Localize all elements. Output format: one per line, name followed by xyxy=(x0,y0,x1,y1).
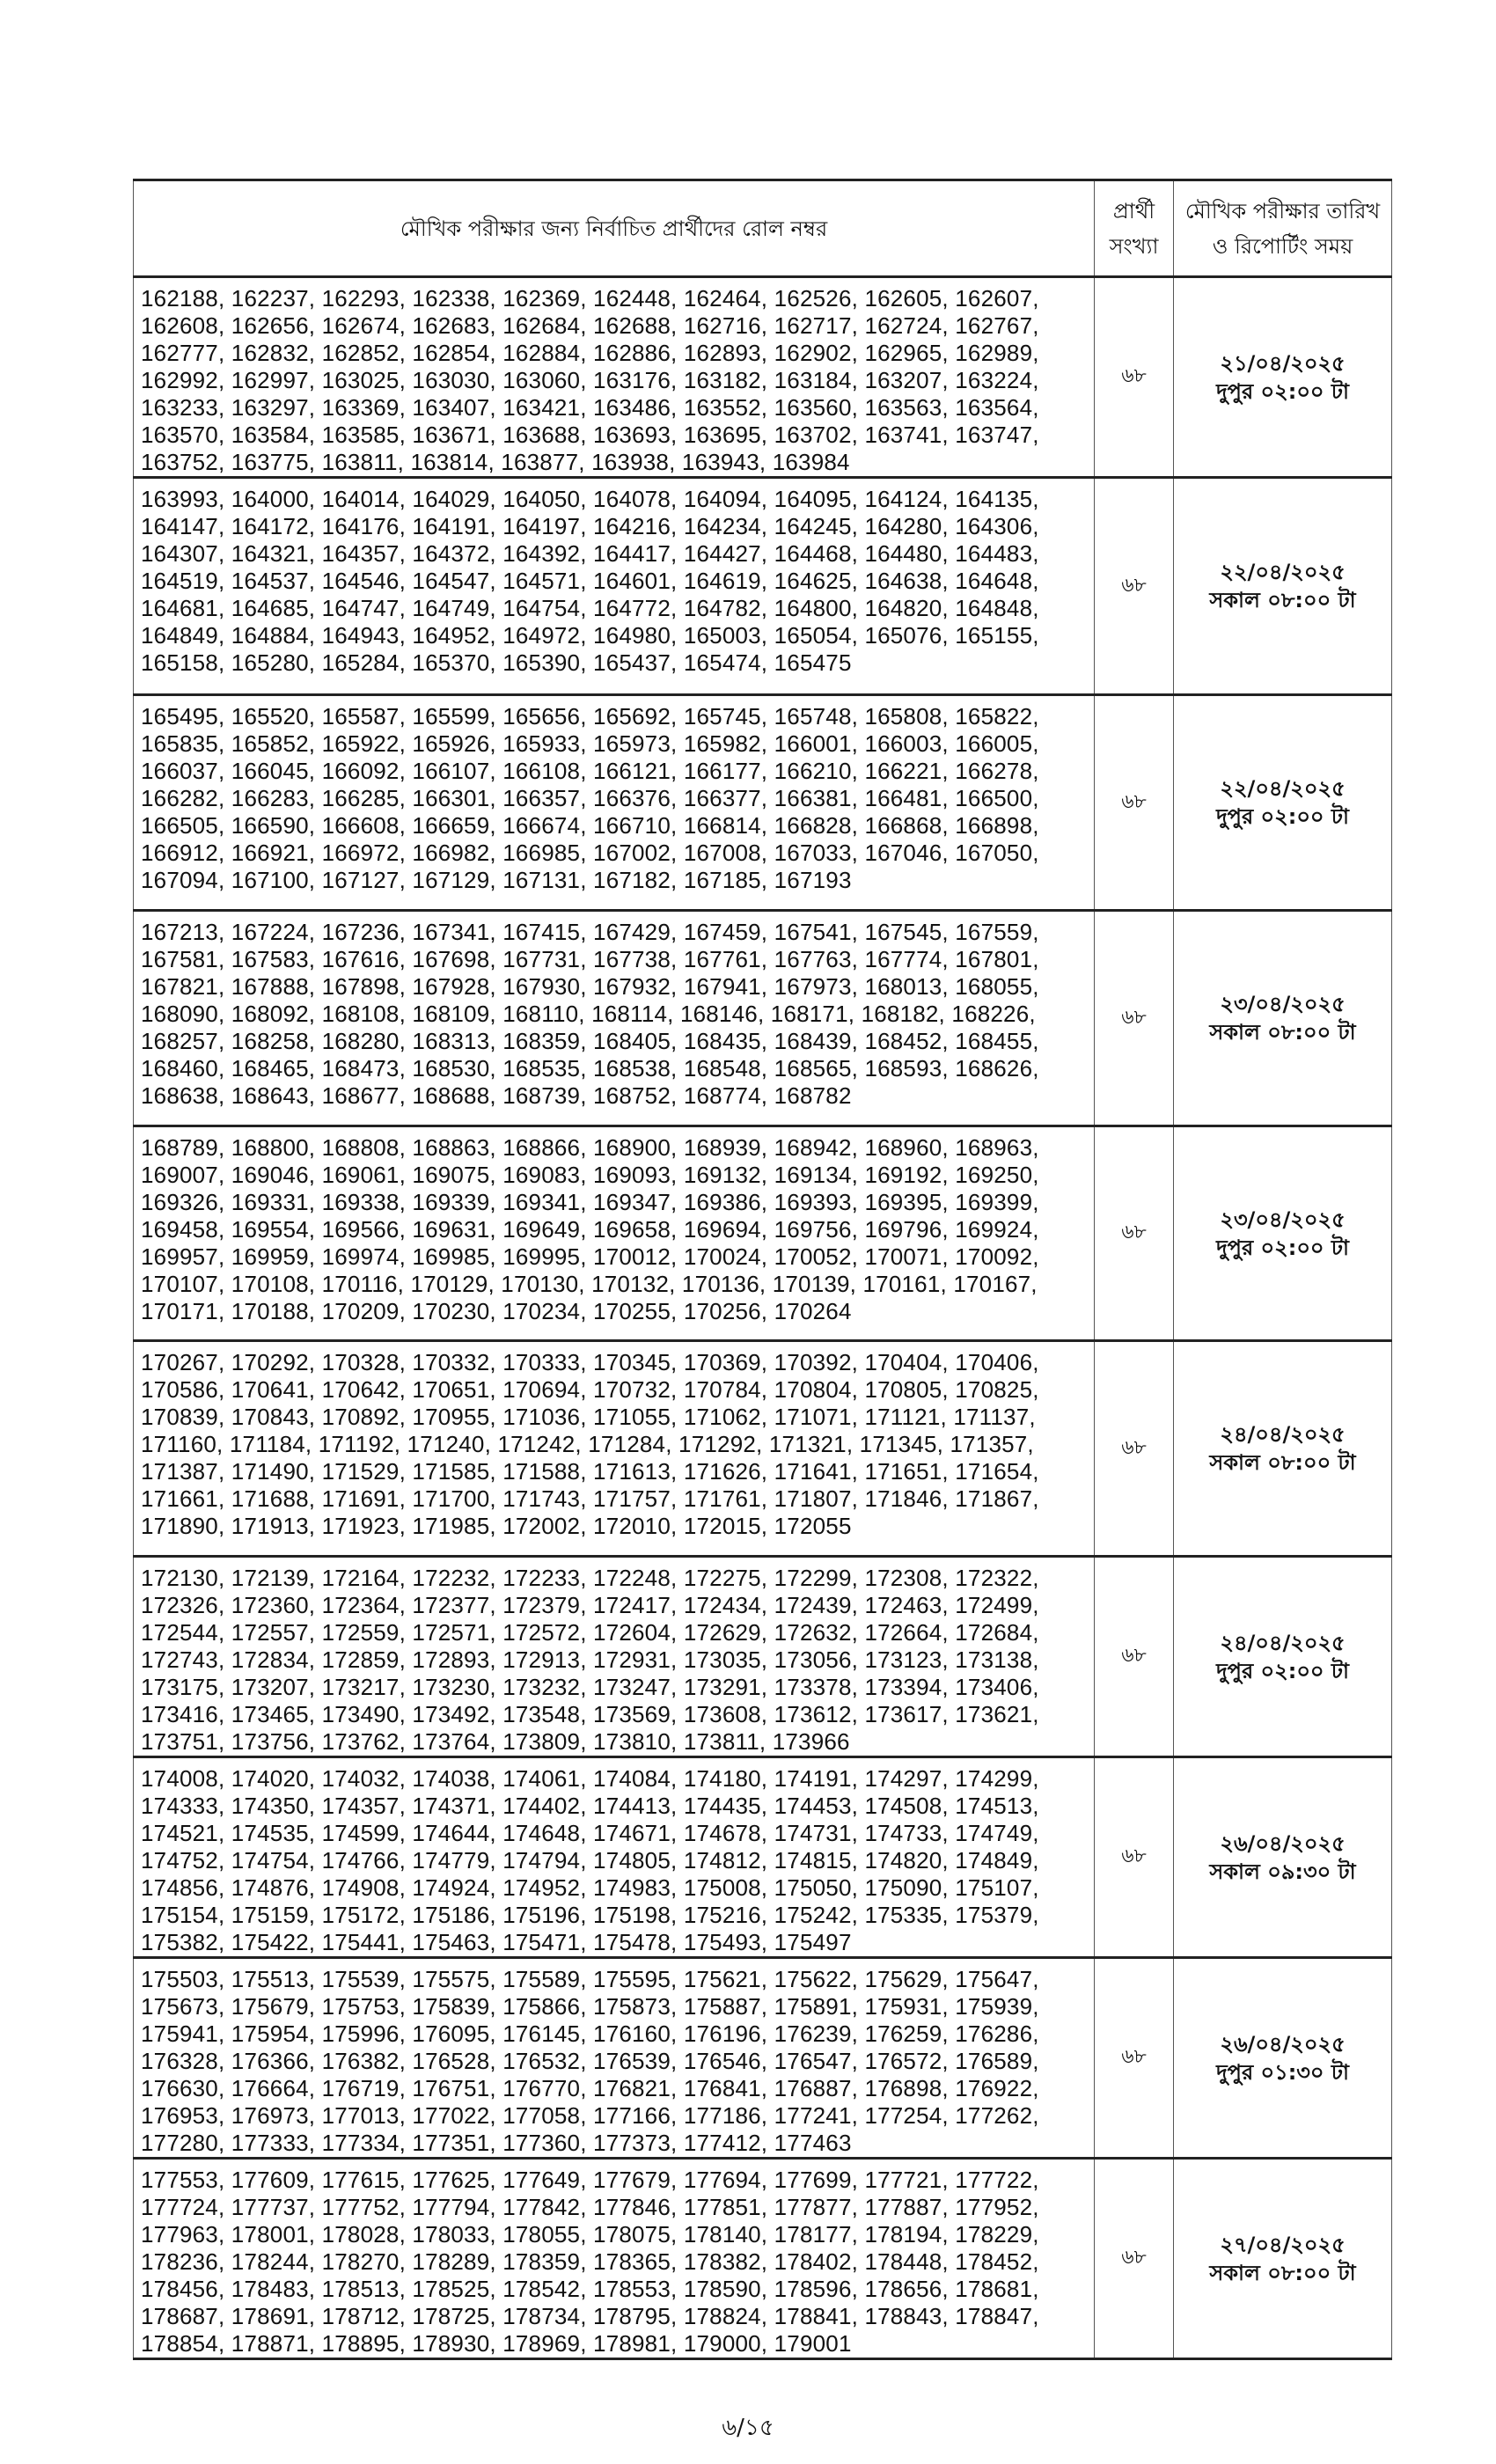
header-date-time: মৌখিক পরীক্ষার তারিখ ও রিপোর্টিং সময় xyxy=(1174,180,1392,277)
header-candidate-count: প্রার্থী সংখ্যা xyxy=(1095,180,1174,277)
roll-number-line: 162188, 162237, 162293, 162338, 162369, 162448, 162464, 162526, 162605, 162607, xyxy=(141,285,1039,312)
roll-number-line: 171661, 171688, 171691, 171700, 171743, 171757, 171761, 171807, 171846, 171867, xyxy=(141,1485,1039,1512)
candidate-count: ৬৮ xyxy=(1095,1757,1174,1958)
reporting-time: সকাল ০৮:০০ টা xyxy=(1209,588,1356,612)
viva-date: ২৩/০৪/২০২৫ xyxy=(1220,992,1346,1016)
viva-date: ২৩/০৪/২০২৫ xyxy=(1220,1206,1346,1232)
roll-number-line: 162992, 162997, 163025, 163030, 163060, 163176, 163182, 163184, 163207, 163224, xyxy=(141,367,1039,393)
viva-schedule-table xyxy=(133,179,1392,2360)
roll-number-line: 166282, 166283, 166285, 166301, 166357, 166376, 166377, 166381, 166481, 166500, xyxy=(141,785,1039,811)
schedule-cell xyxy=(1174,2159,1392,2359)
roll-number-line: 176328, 176366, 176382, 176528, 176532, 176539, 176546, 176547, 176572, 176589, xyxy=(141,2048,1039,2074)
roll-number-line: 162777, 162832, 162852, 162854, 162884, 162886, 162893, 162902, 162965, 162989, xyxy=(141,340,1039,366)
roll-number-line: 178456, 178483, 178513, 178525, 178542, 178553, 178590, 178596, 178656, 178681, xyxy=(141,2276,1039,2302)
roll-number-line: 166505, 166590, 166608, 166659, 166674, 166710, 166814, 166828, 166868, 166898, xyxy=(141,812,1039,839)
roll-number-line: 175382, 175422, 175441, 175463, 175471, 175478, 175493, 175497 xyxy=(141,1929,852,1955)
candidate-count: ৬৮ xyxy=(1095,1958,1174,2159)
roll-number-line: 163993, 164000, 164014, 164029, 164050, 164078, 164094, 164095, 164124, 164135, xyxy=(141,486,1039,512)
reporting-time: সকাল ০৮:০০ টা xyxy=(1209,1020,1356,1045)
roll-number-line: 174521, 174535, 174599, 174644, 174648, 174671, 174678, 174731, 174733, 174749, xyxy=(141,1820,1039,1846)
roll-number-line: 167094, 167100, 167127, 167129, 167131, 167182, 167185, 167193 xyxy=(141,867,852,893)
roll-numbers-cell xyxy=(134,1557,1095,1757)
schedule-cell xyxy=(1174,1557,1392,1757)
roll-numbers-cell xyxy=(134,1126,1095,1341)
roll-number-line: 165835, 165852, 165922, 165926, 165933, 165973, 165982, 166001, 166003, 166005, xyxy=(141,730,1039,757)
roll-number-line: 167821, 167888, 167898, 167928, 167930, 167932, 167941, 167973, 168013, 168055, xyxy=(141,973,1039,1000)
roll-number-line: 175941, 175954, 175996, 176095, 176145, 176160, 176196, 176239, 176259, 176286, xyxy=(141,2020,1039,2047)
roll-number-line: 162608, 162656, 162674, 162683, 162684, 162688, 162716, 162717, 162724, 162767, xyxy=(141,312,1039,339)
candidate-count: ৬৮ xyxy=(1095,277,1174,478)
roll-number-line: 170267, 170292, 170328, 170332, 170333, 170345, 170369, 170392, 170404, 170406, xyxy=(141,1349,1039,1375)
viva-date: ২৬/০৪/২০২৫ xyxy=(1220,2031,1346,2057)
roll-number-line: 165158, 165280, 165284, 165370, 165390, 165437, 165474, 165475 xyxy=(141,649,852,676)
roll-number-line: 177553, 177609, 177615, 177625, 177649, 177679, 177694, 177699, 177721, 177722, xyxy=(141,2167,1039,2193)
roll-number-line: 177963, 178001, 178028, 178033, 178055, 178075, 178140, 178177, 178194, 178229, xyxy=(141,2221,1039,2248)
roll-numbers-cell xyxy=(134,911,1095,1126)
roll-number-line: 168638, 168643, 168677, 168688, 168739, 168752, 168774, 168782 xyxy=(141,1082,852,1109)
table-row xyxy=(134,1557,1392,1757)
schedule-cell xyxy=(1174,1757,1392,1958)
roll-number-line: 171160, 171184, 171192, 171240, 171242, 171284, 171292, 171321, 171345, 171357, xyxy=(141,1431,1034,1457)
schedule-cell xyxy=(1174,695,1392,911)
roll-number-line: 169957, 169959, 169974, 169985, 169995, 170012, 170024, 170052, 170071, 170092, xyxy=(141,1243,1039,1270)
schedule-cell xyxy=(1174,1958,1392,2159)
schedule-cell xyxy=(1174,277,1392,478)
schedule-cell xyxy=(1174,911,1392,1126)
candidate-count: ৬৮ xyxy=(1095,2159,1174,2359)
viva-date: ২৭/০৪/২০২৫ xyxy=(1220,2232,1346,2257)
viva-date: ২৪/০৪/২০২৫ xyxy=(1220,1630,1346,1655)
page-number: ৬/১৫ xyxy=(722,2415,774,2441)
roll-number-line: 178236, 178244, 178270, 178289, 178359, 178365, 178382, 178402, 178448, 178452, xyxy=(141,2248,1039,2275)
reporting-time: সকাল ০৮:০০ টা xyxy=(1209,1450,1356,1475)
roll-numbers-cell xyxy=(134,1958,1095,2159)
reporting-time: দুপুর ০২:০০ টা xyxy=(1216,378,1349,404)
reporting-time: দুপুর ০২:০০ টা xyxy=(1216,804,1349,829)
roll-number-line: 172544, 172557, 172559, 172571, 172572, 172604, 172629, 172632, 172664, 172684, xyxy=(141,1619,1039,1646)
roll-number-line: 168090, 168092, 168108, 168109, 168110, 168114, 168146, 168171, 168182, 168226, xyxy=(141,1001,1036,1027)
roll-number-line: 172326, 172360, 172364, 172377, 172379, 172417, 172434, 172439, 172463, 172499, xyxy=(141,1592,1039,1618)
roll-number-line: 170839, 170843, 170892, 170955, 171036, 171055, 171062, 171071, 171121, 171137, xyxy=(141,1404,1036,1430)
roll-numbers-cell xyxy=(134,1757,1095,1958)
roll-number-line: 170586, 170641, 170642, 170651, 170694, 170732, 170784, 170804, 170805, 170825, xyxy=(141,1376,1039,1403)
schedule-cell xyxy=(1174,478,1392,695)
roll-number-line: 177280, 177333, 177334, 177351, 177360, 177373, 177412, 177463 xyxy=(141,2130,852,2156)
table-row xyxy=(134,1341,1392,1557)
roll-number-line: 175673, 175679, 175753, 175839, 175866, 175873, 175887, 175891, 175931, 175939, xyxy=(141,1993,1039,2020)
roll-number-line: 170171, 170188, 170209, 170230, 170234, 170255, 170256, 170264 xyxy=(141,1298,852,1324)
roll-number-line: 174856, 174876, 174908, 174924, 174952, 174983, 175008, 175050, 175090, 175107, xyxy=(141,1874,1039,1901)
roll-number-line: 173416, 173465, 173490, 173492, 173548, 173569, 173608, 173612, 173617, 173621, xyxy=(141,1701,1039,1727)
table-row xyxy=(134,911,1392,1126)
roll-number-line: 173175, 173207, 173217, 173230, 173232, 173247, 173291, 173378, 173394, 173406, xyxy=(141,1674,1039,1700)
roll-numbers-cell xyxy=(134,1341,1095,1557)
candidate-count: ৬৮ xyxy=(1095,1126,1174,1341)
roll-number-line: 177724, 177737, 177752, 177794, 177842, 177846, 177851, 177877, 177887, 177952, xyxy=(141,2194,1039,2220)
candidate-count: ৬৮ xyxy=(1095,1341,1174,1557)
roll-number-line: 164307, 164321, 164357, 164372, 164392, 164417, 164427, 164468, 164480, 164483, xyxy=(141,540,1039,567)
viva-date: ২২/০৪/২০২৫ xyxy=(1220,560,1346,584)
roll-number-line: 168257, 168258, 168280, 168313, 168359, 168405, 168435, 168439, 168452, 168455, xyxy=(141,1028,1039,1054)
roll-number-line: 163233, 163297, 163369, 163407, 163421, 163486, 163552, 163560, 163563, 163564, xyxy=(141,394,1039,421)
roll-number-line: 169458, 169554, 169566, 169631, 169649, 169658, 169694, 169756, 169796, 169924, xyxy=(141,1216,1039,1243)
roll-number-line: 164519, 164537, 164546, 164547, 164571, 164601, 164619, 164625, 164638, 164648, xyxy=(141,568,1039,594)
viva-date: ২২/০৪/২০২৫ xyxy=(1220,776,1346,801)
roll-number-line: 175503, 175513, 175539, 175575, 175589, 175595, 175621, 175622, 175629, 175647, xyxy=(141,1966,1039,1992)
table-row xyxy=(134,478,1392,695)
roll-number-line: 174333, 174350, 174357, 174371, 174402, 174413, 174435, 174453, 174508, 174513, xyxy=(141,1793,1039,1819)
roll-number-line: 164849, 164884, 164943, 164952, 164972, 164980, 165003, 165054, 165076, 165155, xyxy=(141,622,1039,649)
table-row xyxy=(134,277,1392,478)
schedule-cell xyxy=(1174,1126,1392,1341)
roll-number-line: 163570, 163584, 163585, 163671, 163688, 163693, 163695, 163702, 163741, 163747, xyxy=(141,422,1039,448)
roll-number-line: 171890, 171913, 171923, 171985, 172002, 172010, 172015, 172055 xyxy=(141,1513,852,1539)
roll-number-line: 167213, 167224, 167236, 167341, 167415, 167429, 167459, 167541, 167545, 167559, xyxy=(141,919,1039,945)
roll-numbers-cell xyxy=(134,277,1095,478)
roll-number-line: 172743, 172834, 172859, 172893, 172913, 172931, 173035, 173056, 173123, 173138, xyxy=(141,1646,1039,1673)
table-header-row xyxy=(134,180,1392,277)
roll-number-line: 166037, 166045, 166092, 166107, 166108, 166121, 166177, 166210, 166221, 166278, xyxy=(141,758,1039,784)
reporting-time: দুপুর ০১:৩০ টা xyxy=(1216,2059,1349,2085)
schedule-cell xyxy=(1174,1341,1392,1557)
roll-numbers-cell xyxy=(134,478,1095,695)
roll-number-line: 174008, 174020, 174032, 174038, 174061, 174084, 174180, 174191, 174297, 174299, xyxy=(141,1765,1039,1792)
table-row xyxy=(134,2159,1392,2359)
roll-number-line: 168460, 168465, 168473, 168530, 168535, 168538, 168548, 168565, 168593, 168626, xyxy=(141,1055,1039,1082)
roll-number-line: 171387, 171490, 171529, 171585, 171588, 171613, 171626, 171641, 171651, 171654, xyxy=(141,1458,1039,1485)
header-roll-numbers: মৌখিক পরীক্ষার জন্য নির্বাচিত প্রার্থীদের রোল নম্বর xyxy=(134,180,1095,277)
roll-number-line: 169326, 169331, 169338, 169339, 169341, 169347, 169386, 169393, 169395, 169399, xyxy=(141,1189,1039,1215)
roll-number-line: 163752, 163775, 163811, 163814, 163877, 163938, 163943, 163984 xyxy=(141,449,850,475)
roll-number-line: 175154, 175159, 175172, 175186, 175196, 175198, 175216, 175242, 175335, 175379, xyxy=(141,1902,1039,1928)
roll-number-line: 176630, 176664, 176719, 176751, 176770, 176821, 176841, 176887, 176898, 176922, xyxy=(141,2075,1039,2101)
viva-date: ২৬/০৪/২০২৫ xyxy=(1220,1830,1346,1856)
roll-number-line: 164681, 164685, 164747, 164749, 164754, 164772, 164782, 164800, 164820, 164848, xyxy=(141,595,1039,621)
roll-number-line: 165495, 165520, 165587, 165599, 165656, 165692, 165745, 165748, 165808, 165822, xyxy=(141,703,1039,730)
roll-number-line: 174752, 174754, 174766, 174779, 174794, 174805, 174812, 174815, 174820, 174849, xyxy=(141,1847,1039,1874)
roll-numbers-cell xyxy=(134,695,1095,911)
reporting-time: দুপুর ০২:০০ টা xyxy=(1216,1235,1349,1260)
roll-number-line: 178687, 178691, 178712, 178725, 178734, 178795, 178824, 178841, 178843, 178847, xyxy=(141,2303,1039,2329)
candidate-count: ৬৮ xyxy=(1095,911,1174,1126)
table-row xyxy=(134,695,1392,911)
roll-number-line: 178854, 178871, 178895, 178930, 178969, 178981, 179000, 179001 xyxy=(141,2330,852,2357)
viva-date: ২৪/০৪/২০২৫ xyxy=(1220,1422,1346,1447)
roll-number-line: 170107, 170108, 170116, 170129, 170130, 170132, 170136, 170139, 170161, 170167, xyxy=(141,1271,1038,1297)
roll-number-line: 169007, 169046, 169061, 169075, 169083, 169093, 169132, 169134, 169192, 169250, xyxy=(141,1162,1039,1188)
table-row xyxy=(134,1126,1392,1341)
roll-number-line: 168789, 168800, 168808, 168863, 168866, 168900, 168939, 168942, 168960, 168963, xyxy=(141,1134,1039,1161)
reporting-time: সকাল ০৮:০০ টা xyxy=(1209,2260,1356,2285)
table-row xyxy=(134,1757,1392,1958)
roll-number-line: 173751, 173756, 173762, 173764, 173809, 173810, 173811, 173966 xyxy=(141,1728,850,1755)
roll-number-line: 172130, 172139, 172164, 172232, 172233, 172248, 172275, 172299, 172308, 172322, xyxy=(141,1565,1039,1591)
candidate-count: ৬৮ xyxy=(1095,478,1174,695)
roll-numbers-cell xyxy=(134,2159,1095,2359)
candidate-count: ৬৮ xyxy=(1095,695,1174,911)
roll-number-line: 167581, 167583, 167616, 167698, 167731, 167738, 167761, 167763, 167774, 167801, xyxy=(141,946,1039,972)
roll-number-line: 166912, 166921, 166972, 166982, 166985, 167002, 167008, 167033, 167046, 167050, xyxy=(141,840,1039,866)
reporting-time: সকাল ০৯:৩০ টা xyxy=(1209,1859,1356,1884)
viva-date: ২১/০৪/২০২৫ xyxy=(1220,350,1346,376)
roll-number-line: 176953, 176973, 177013, 177022, 177058, 177166, 177186, 177241, 177254, 177262, xyxy=(141,2102,1039,2129)
table-row xyxy=(134,1958,1392,2159)
candidate-count: ৬৮ xyxy=(1095,1557,1174,1757)
reporting-time: দুপুর ০২:০০ টা xyxy=(1216,1658,1349,1683)
roll-number-line: 164147, 164172, 164176, 164191, 164197, 164216, 164234, 164245, 164280, 164306, xyxy=(141,513,1039,539)
